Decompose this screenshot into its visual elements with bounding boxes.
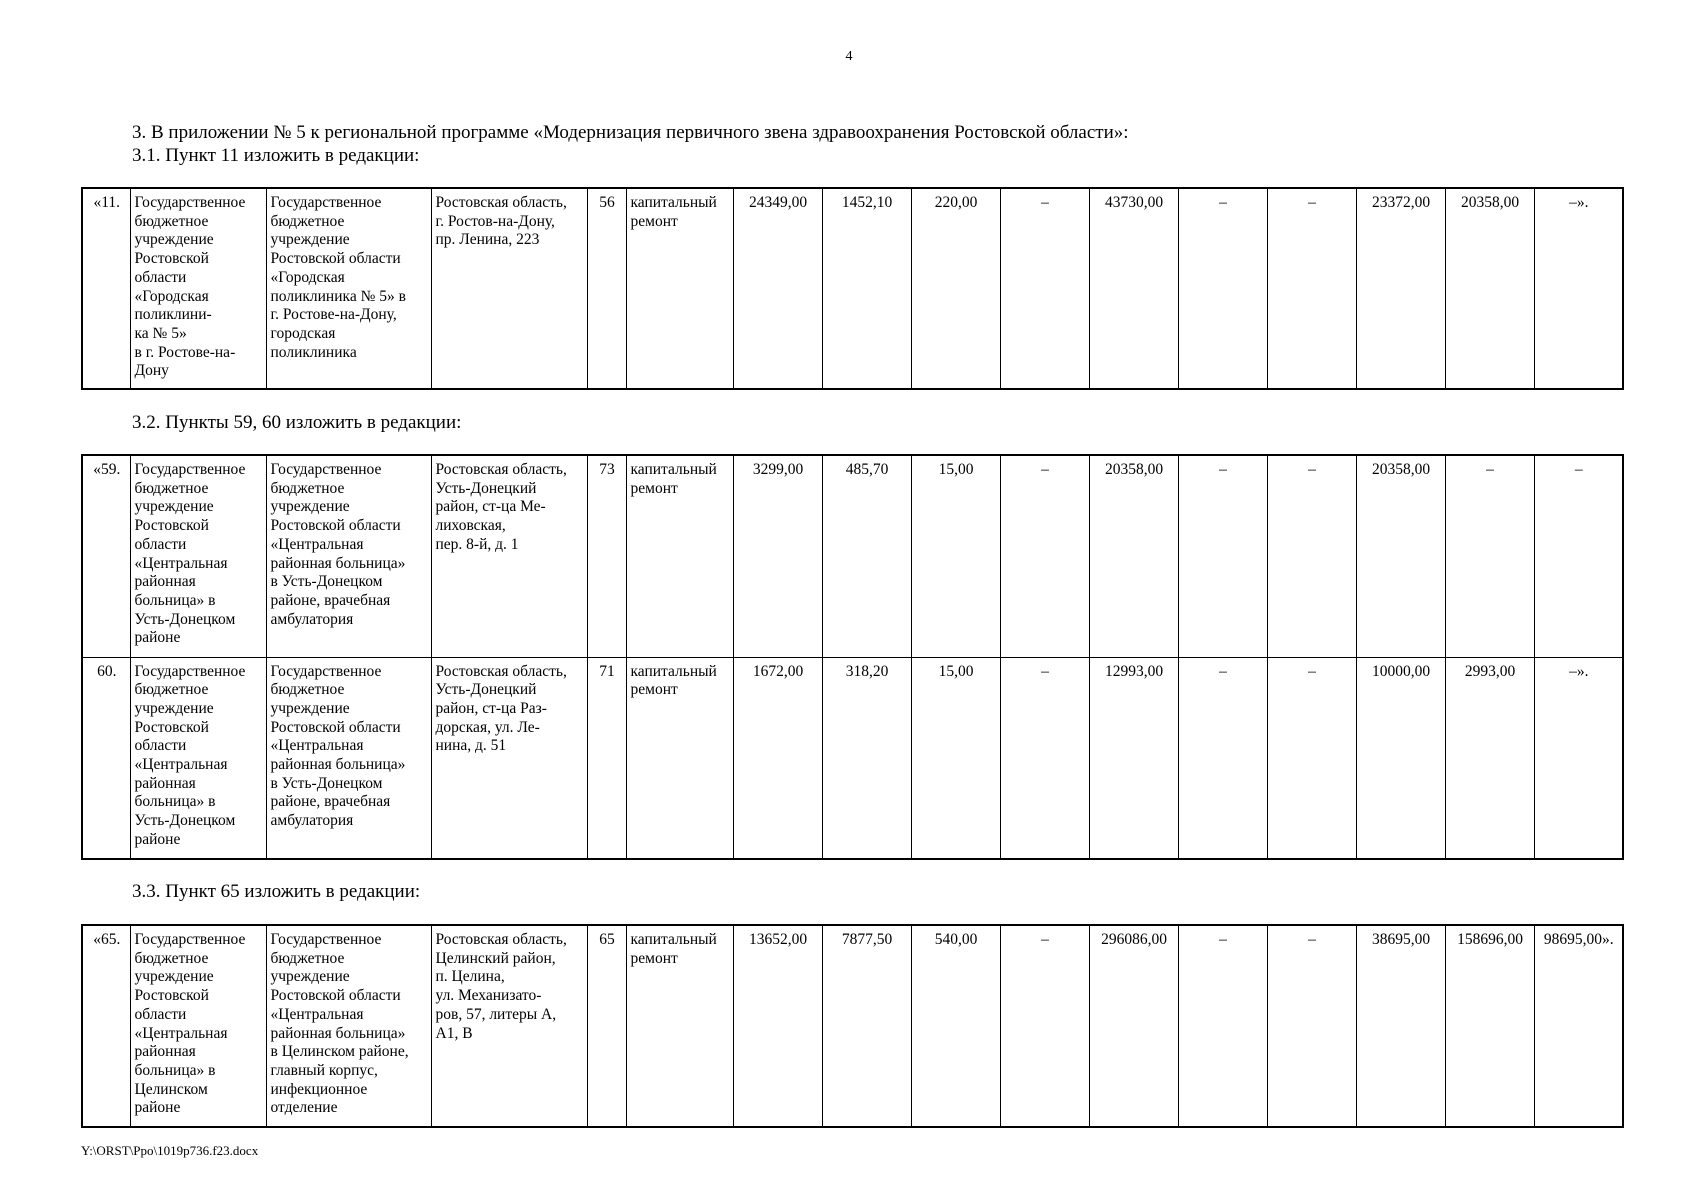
cell-no: 60. [82, 657, 130, 859]
cell-v3: 220,00 [911, 188, 1000, 389]
cell-v1: 13652,00 [733, 925, 822, 1127]
cell-address: Ростовская область, Целинский район, п. Целина, ул. Механизато- ров, 57, литеры А, А1, В [431, 925, 587, 1127]
cell-v7: – [1267, 188, 1356, 389]
section-heading-3-3: 3.3. Пункт 65 изложить в редакции: [132, 881, 421, 902]
cell-org: Государственное бюджетное учреждение Ростовской области «Центральная районная больница» в Целинском районе [130, 925, 266, 1127]
cell-v8: 23372,00 [1356, 188, 1445, 389]
cell-v9: 158696,00 [1445, 925, 1534, 1127]
cell-v1: 24349,00 [733, 188, 822, 389]
cell-v8: 38695,00 [1356, 925, 1445, 1127]
cell-v9: 20358,00 [1445, 188, 1534, 389]
cell-v1: 3299,00 [733, 455, 822, 657]
cell-org: Государственное бюджетное учреждение Ростовской области «Городская поликлини- ка № 5» в г. Ростове-на- Дону [130, 188, 266, 389]
cell-org: Государственное бюджетное учреждение Ростовской области «Центральная районная больница» в Усть-Донецком районе [130, 455, 266, 657]
page-number: 4 [845, 49, 853, 64]
cell-v5: 43730,00 [1089, 188, 1178, 389]
cell-v2: 485,70 [822, 455, 911, 657]
cell-address: Ростовская область, г. Ростов-на-Дону, пр. Ленина, 223 [431, 188, 587, 389]
section-heading-3-1: 3.1. Пункт 11 изложить в редакции: [132, 145, 420, 166]
cell-v6: – [1178, 925, 1267, 1127]
cell-v1: 1672,00 [733, 657, 822, 859]
table-row [82, 188, 1623, 389]
cell-address: Ростовская область, Усть-Донецкий район, ст-ца Ме- лиховская, пер. 8-й, д. 1 [431, 455, 587, 657]
cell-v4: – [1000, 188, 1089, 389]
cell-v10: 98695,00». [1534, 925, 1623, 1127]
cell-n: 65 [587, 925, 626, 1127]
cell-v7: – [1267, 455, 1356, 657]
cell-no: «11. [82, 188, 130, 389]
section-heading-3-2: 3.2. Пункты 59, 60 изложить в редакции: [132, 412, 462, 433]
cell-work: капитальный ремонт [626, 657, 733, 859]
cell-no: «65. [82, 925, 130, 1127]
cell-v3: 540,00 [911, 925, 1000, 1127]
cell-v10: –». [1534, 188, 1623, 389]
cell-v7: – [1267, 657, 1356, 859]
cell-n: 73 [587, 455, 626, 657]
cell-v10: –». [1534, 657, 1623, 859]
cell-v8: 20358,00 [1356, 455, 1445, 657]
cell-v5: 20358,00 [1089, 455, 1178, 657]
table-point-11 [81, 187, 1624, 390]
cell-no: «59. [82, 455, 130, 657]
heading-main: 3. В приложении № 5 к региональной программе «Модернизация первичного звена здравоохранения Ростовской области»: [132, 122, 1129, 143]
cell-v2: 7877,50 [822, 925, 911, 1127]
cell-object: Государственное бюджетное учреждение Ростовской области «Центральная районная больница» в Усть-Донецком районе, врачебная амбулатория [266, 657, 431, 859]
cell-n: 56 [587, 188, 626, 389]
cell-v6: – [1178, 657, 1267, 859]
cell-v9: 2993,00 [1445, 657, 1534, 859]
cell-v10: – [1534, 455, 1623, 657]
cell-v2: 1452,10 [822, 188, 911, 389]
cell-v3: 15,00 [911, 657, 1000, 859]
cell-v5: 12993,00 [1089, 657, 1178, 859]
cell-v9: – [1445, 455, 1534, 657]
cell-v6: – [1178, 455, 1267, 657]
table-row [82, 925, 1623, 1127]
table-row [82, 657, 1623, 859]
cell-n: 71 [587, 657, 626, 859]
cell-v4: – [1000, 657, 1089, 859]
cell-v4: – [1000, 455, 1089, 657]
cell-v6: – [1178, 188, 1267, 389]
cell-object: Государственное бюджетное учреждение Ростовской области «Городская поликлиника № 5» в г. Ростове-на-Дону, городская поликлиника [266, 188, 431, 389]
cell-v3: 15,00 [911, 455, 1000, 657]
cell-v5: 296086,00 [1089, 925, 1178, 1127]
table-points-59-60 [81, 454, 1624, 860]
cell-org: Государственное бюджетное учреждение Ростовской области «Центральная районная больница» в Усть-Донецком районе [130, 657, 266, 859]
cell-work: капитальный ремонт [626, 925, 733, 1127]
cell-object: Государственное бюджетное учреждение Ростовской области «Центральная районная больница» в Усть-Донецком районе, врачебная амбулатория [266, 455, 431, 657]
cell-v7: – [1267, 925, 1356, 1127]
cell-v2: 318,20 [822, 657, 911, 859]
cell-work: капитальный ремонт [626, 188, 733, 389]
cell-v4: – [1000, 925, 1089, 1127]
table-row [82, 455, 1623, 657]
cell-work: капитальный ремонт [626, 455, 733, 657]
footer-file-path: Y:\ORST\Ppo\1019p736.f23.docx [81, 1143, 259, 1158]
cell-address: Ростовская область, Усть-Донецкий район, ст-ца Раз- дорская, ул. Ле- нина, д. 51 [431, 657, 587, 859]
cell-object: Государственное бюджетное учреждение Ростовской области «Центральная районная больница» в Целинском районе, главный корпус, инфекционное отделение [266, 925, 431, 1127]
table-point-65 [81, 924, 1624, 1128]
cell-v8: 10000,00 [1356, 657, 1445, 859]
